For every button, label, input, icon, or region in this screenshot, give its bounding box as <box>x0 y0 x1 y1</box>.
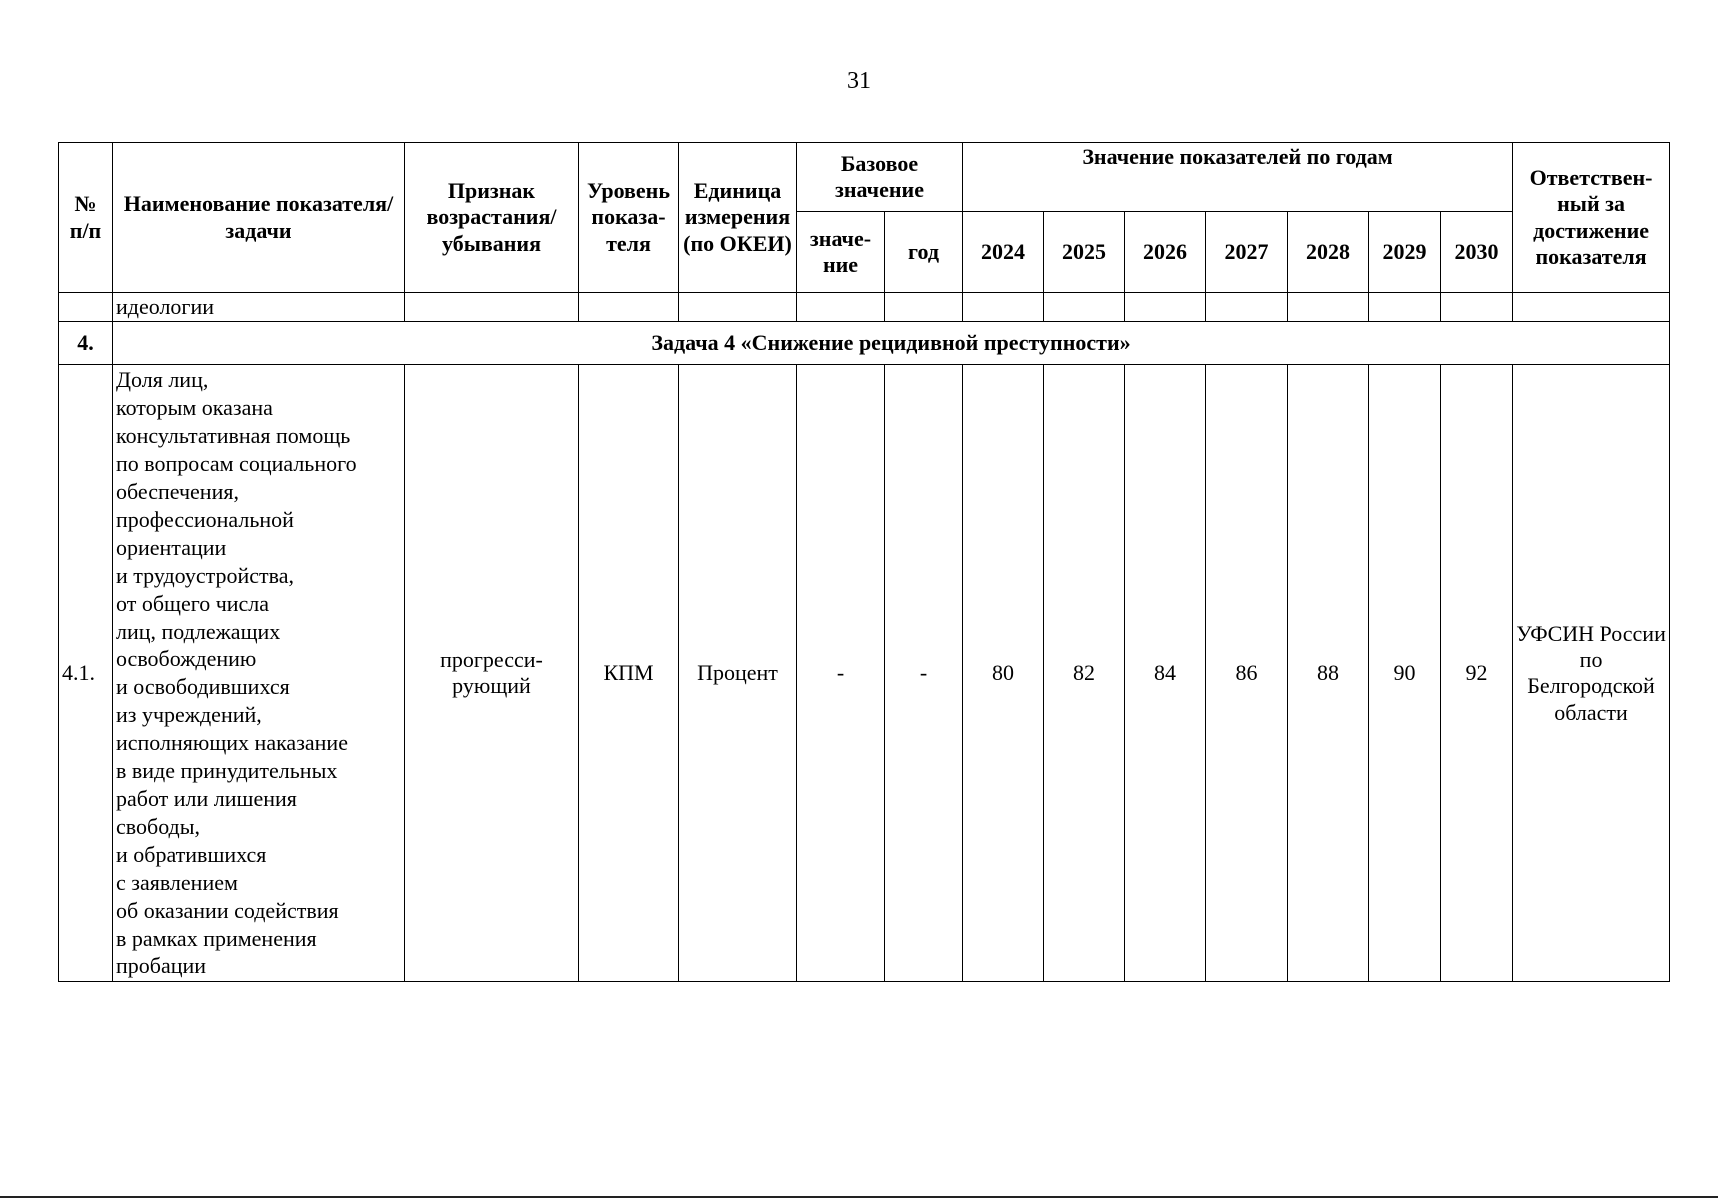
header-base: Базовое значение <box>797 143 963 212</box>
indicators-table <box>58 142 1670 982</box>
cell-empty <box>1044 293 1125 322</box>
header-year: 2025 <box>1044 212 1125 293</box>
indicator-value-2025: 82 <box>1044 365 1125 982</box>
header-level: Уровень показа-теля <box>579 143 679 293</box>
row-number: 4.1. <box>59 365 113 982</box>
indicator-name: Доля лиц, которым оказана консультативная помощь по вопросам социального обеспечения, профессиональной ориентации и трудоустройства, от общего числа лиц, подлежащих освобождению и освободившихся из учреждений, исполняющих наказание в виде принудительных работ или лишения свободы, и обратившихся с заявлением об оказании содействия в рамках применения пробации <box>113 365 405 982</box>
indicator-responsible: УФСИН России по Белгородской области <box>1513 365 1670 982</box>
cell-empty <box>1441 293 1513 322</box>
cell-empty <box>797 293 885 322</box>
page-number: 31 <box>847 68 871 94</box>
cell-empty <box>1125 293 1206 322</box>
indicator-level: КПМ <box>579 365 679 982</box>
header-base-year: год <box>885 212 963 293</box>
task-title: Задача 4 «Снижение рецидивной преступности» <box>113 322 1670 365</box>
indicator-base-value: - <box>797 365 885 982</box>
continuation-text: идеологии <box>113 293 405 322</box>
task-number: 4. <box>59 322 113 365</box>
header-unit: Единица измерения (по ОКЕИ) <box>679 143 797 293</box>
indicator-value-2030: 92 <box>1441 365 1513 982</box>
header-year: 2030 <box>1441 212 1513 293</box>
indicator-unit: Процент <box>679 365 797 982</box>
scan-edge-line <box>0 1196 1718 1198</box>
cell-empty <box>1369 293 1441 322</box>
cell-empty <box>1288 293 1369 322</box>
header-num: № п/п <box>59 143 113 293</box>
header-year: 2029 <box>1369 212 1441 293</box>
cell-empty <box>885 293 963 322</box>
indicator-trend: прогресси-рующий <box>405 365 579 982</box>
cell-empty <box>579 293 679 322</box>
cell-empty <box>1206 293 1288 322</box>
header-years-group: Значение показателей по годам <box>963 143 1513 212</box>
cell-empty <box>679 293 797 322</box>
cell-empty <box>59 293 113 322</box>
header-base-value: значе-ние <box>797 212 885 293</box>
cell-empty <box>1513 293 1670 322</box>
indicator-value-2028: 88 <box>1288 365 1369 982</box>
header-responsible: Ответствен-ный за достижение показателя <box>1513 143 1670 293</box>
header-trend: Признак возрастания/ убывания <box>405 143 579 293</box>
indicator-base-year: - <box>885 365 963 982</box>
cell-empty <box>405 293 579 322</box>
indicator-value-2027: 86 <box>1206 365 1288 982</box>
header-year: 2026 <box>1125 212 1206 293</box>
header-name: Наименование показателя/задачи <box>113 143 405 293</box>
header-year: 2024 <box>963 212 1044 293</box>
indicator-value-2024: 80 <box>963 365 1044 982</box>
indicator-value-2026: 84 <box>1125 365 1206 982</box>
indicator-value-2029: 90 <box>1369 365 1441 982</box>
header-year: 2028 <box>1288 212 1369 293</box>
header-year: 2027 <box>1206 212 1288 293</box>
cell-empty <box>963 293 1044 322</box>
